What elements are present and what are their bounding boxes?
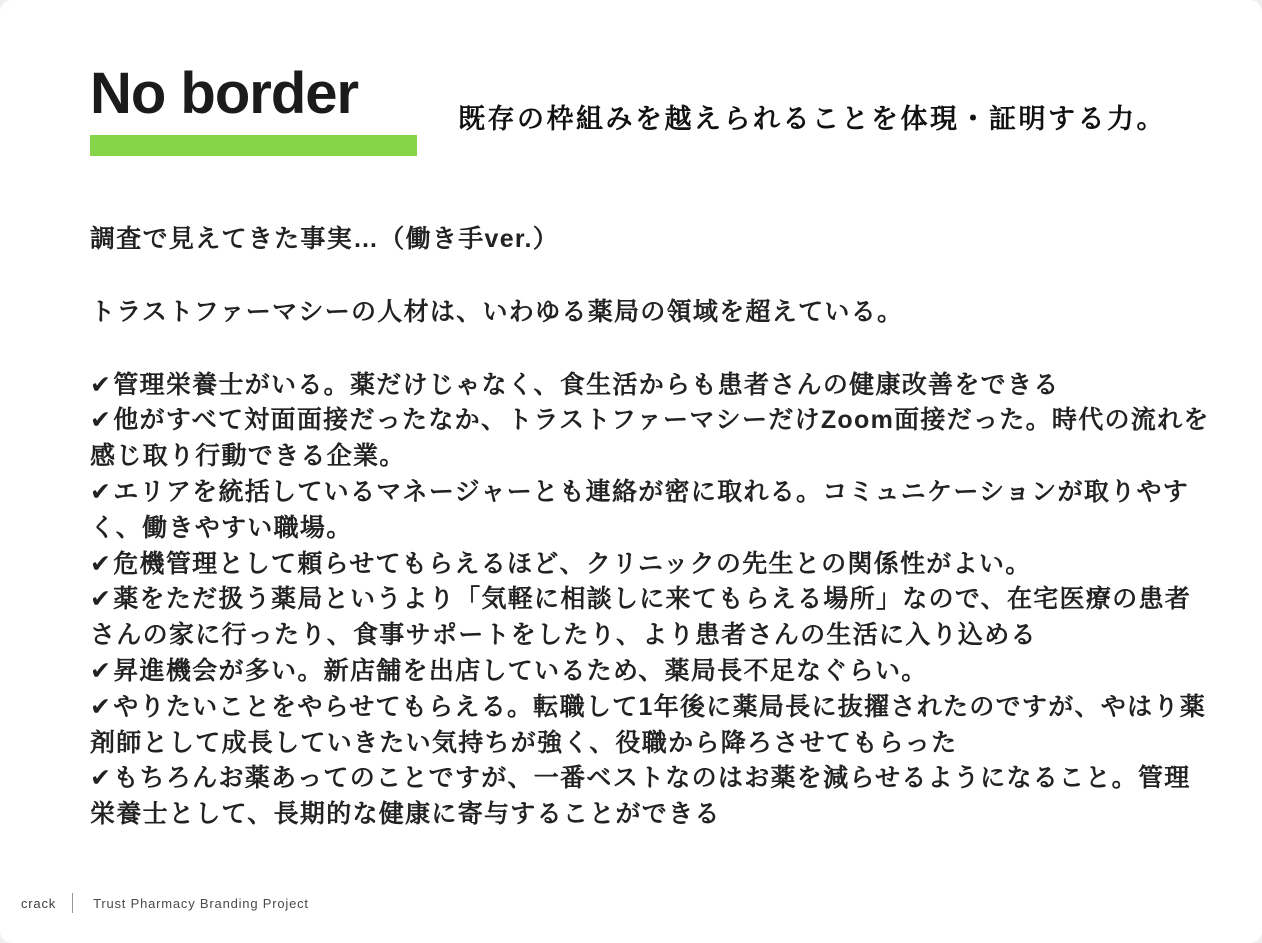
body-bullet-line (90, 547, 1212, 583)
body-line-text: エリアを統括しているマネージャーとも連絡が密に取れる。コミュニケーションが取りやすく、働きやすい職場。 (90, 477, 1190, 542)
body-bullet-line (90, 654, 1212, 690)
footer-brand-logo: crack (21, 895, 57, 911)
check-icon: ✔ (90, 370, 113, 399)
body-spacer (90, 258, 1212, 295)
body-bullet-line (90, 690, 1212, 762)
body-line-text: 他がすべて対面面接だったなか、トラストファーマシーだけZoom面接だった。時代の流れを感じ取り行動できる企業。 (90, 406, 1210, 471)
body-line-text: もちろんお薬あってのことですが、一番ベストなのはお薬を減らせるようになること。管理栄養士として、長期的な健康に寄与することができる (90, 764, 1191, 829)
footer-project-name: Trust Pharmacy Branding Project (93, 895, 309, 911)
check-icon: ✔ (90, 656, 113, 685)
body-text (90, 222, 1212, 833)
body-line-text: 薬をただ扱う薬局というより「気軽に相談しに来てもらえる場所」なので、在宅医療の患者さんの家に行ったり、食事サポートをしたり、より患者さんの生活に入り込める (90, 585, 1192, 650)
body-line-text: トラストファーマシーの人材は、いわゆる薬局の領域を超えている。 (90, 297, 904, 326)
body-line-text: 調査で見えてきた事実…（働き手ver.） (90, 225, 560, 253)
check-icon: ✔ (90, 549, 113, 578)
body-intro-line (90, 295, 1212, 331)
check-icon: ✔ (90, 477, 113, 506)
body-line-text: 危機管理として頼らせてもらえるほど、クリニックの先生との関係性がよい。 (113, 549, 1032, 578)
check-icon: ✔ (90, 764, 113, 793)
body-line-text: 昇進機会が多い。新店舗を出店しているため、薬局長不足なぐらい。 (113, 656, 928, 685)
body-bullet-line (90, 368, 1212, 404)
body-bullet-line (90, 475, 1212, 547)
check-icon: ✔ (90, 585, 113, 614)
page-title: No border (90, 61, 359, 126)
body-line-text: やりたいことをやらせてもらえる。転職して1年後に薬局長に抜擢されたのですが、やはり薬剤師として成長していきたい気持ちが強く、役職から降ろさせてもらった (90, 692, 1207, 757)
footer-divider (72, 893, 73, 913)
check-icon: ✔ (90, 406, 113, 435)
header-subtitle: 既存の枠組みを越えられることを体現・証明する力。 (458, 104, 1166, 134)
body-bullet-line (90, 582, 1212, 654)
body-bullet-line (90, 403, 1212, 475)
body-spacer (90, 331, 1212, 368)
body-line-text: 管理栄養士がいる。薬だけじゃなく、食生活からも患者さんの健康改善をできる (113, 370, 1060, 399)
title-accent-bar (90, 135, 417, 156)
body-intro-line (90, 222, 1212, 258)
title-block (90, 62, 417, 156)
footer (21, 893, 309, 913)
check-icon: ✔ (90, 692, 113, 721)
body-bullet-line (90, 761, 1212, 833)
